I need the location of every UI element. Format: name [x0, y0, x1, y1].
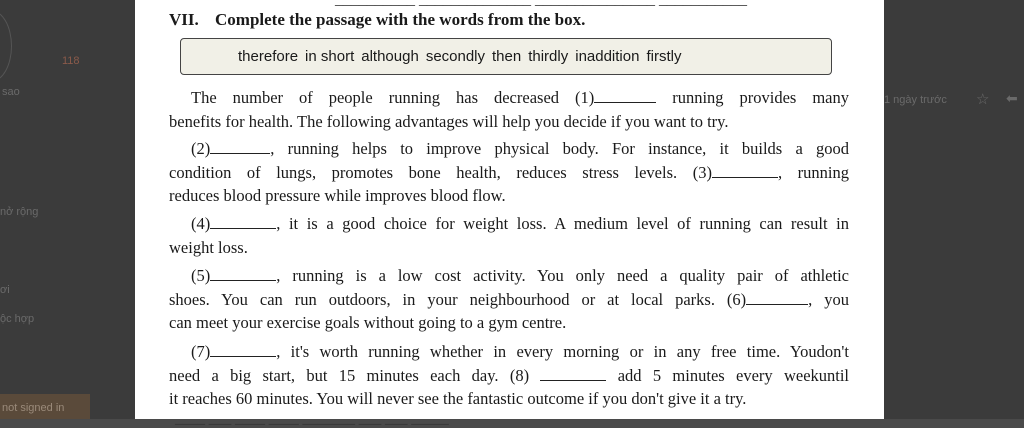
exercise-instruction: Complete the passage with the words from the box.	[215, 10, 586, 29]
paragraph-5	[169, 340, 849, 411]
paragraph-4	[169, 264, 849, 335]
paragraph-2	[169, 137, 849, 208]
text: , running helps to improve physical body. For instance, it builds a good	[270, 139, 849, 158]
background-timestamp: 1 ngày trước	[884, 94, 947, 106]
background-right-panel	[884, 0, 1024, 419]
text: (5)	[191, 266, 211, 285]
text: , running	[777, 162, 849, 182]
word-option: in short	[305, 48, 355, 65]
word-option: therefore	[238, 48, 299, 65]
blank-5	[210, 266, 276, 281]
star-icon[interactable]: ☆	[976, 91, 990, 108]
exercise-number: VII.	[169, 10, 199, 29]
word-option: firstly	[646, 48, 682, 65]
word-option: inaddition	[575, 48, 640, 65]
text: , you	[808, 289, 850, 309]
text: running provides many	[672, 88, 849, 107]
text: it reaches 60 minutes. You will never see the fantastic outcome if you don't give it a try.	[169, 389, 747, 408]
blank-4	[210, 214, 276, 229]
blank-1	[594, 88, 656, 103]
text: condition of lungs, promotes bone health, reduces stress levels. (3)	[169, 162, 712, 182]
worksheet-page	[135, 0, 884, 427]
text: , running is a low cost activity. You only need a quality pair of athletic	[276, 266, 849, 285]
text: (4)	[191, 214, 211, 233]
text: need a big start, but 15 minutes each day. (8)	[169, 365, 530, 385]
blank-3	[712, 163, 778, 178]
word-option: thirdly	[528, 48, 569, 65]
word-option: secondly	[425, 48, 486, 65]
text: (7)	[191, 342, 211, 361]
background-label: ộc hợp	[0, 313, 35, 325]
text: weight loss.	[169, 237, 248, 257]
background-decoration	[0, 10, 12, 82]
background-status-text: not signed in	[2, 402, 65, 414]
paragraph-1	[169, 86, 849, 133]
blank-7	[210, 342, 276, 357]
paragraph-3	[169, 212, 849, 259]
text: , it's worth running whether in every morning or in any free time. Youdon't	[276, 342, 849, 361]
background-left-panel	[0, 0, 135, 419]
text: add 5 minutes every weekuntil	[617, 365, 850, 385]
background-label: nở rộng	[0, 206, 39, 218]
blank-6	[746, 290, 808, 305]
exercise-heading	[169, 10, 585, 30]
cropped-previous-line	[335, 0, 747, 9]
text: shoes. You can run outdoors, in your neighbourhood or at local parks. (6)	[169, 289, 747, 309]
text: can meet your exercise goals without going to a gym centre.	[169, 313, 567, 332]
arrow-left-icon[interactable]: ⬅	[1006, 90, 1018, 106]
blank-2	[210, 139, 270, 154]
text: benefits for health. The following advantages will help you decide if you want to try.	[169, 111, 729, 131]
background-label: sao	[2, 86, 20, 98]
background-label: ơi	[0, 284, 10, 296]
word-box	[180, 38, 832, 75]
text: reduces blood pressure while improves blood flow.	[169, 186, 506, 205]
word-option: then	[492, 48, 522, 65]
text: The number of people running has decreased (1)	[191, 88, 595, 107]
text: , it is a good choice for weight loss. A medium level of running can result in	[276, 214, 849, 233]
blank-8	[540, 366, 606, 381]
word-option: although	[361, 48, 419, 65]
cropped-next-line: ____ ___ ____ ____ _______ ___ ___ _____	[175, 411, 449, 427]
background-count: 118	[62, 55, 80, 67]
text: (2)	[191, 139, 211, 158]
